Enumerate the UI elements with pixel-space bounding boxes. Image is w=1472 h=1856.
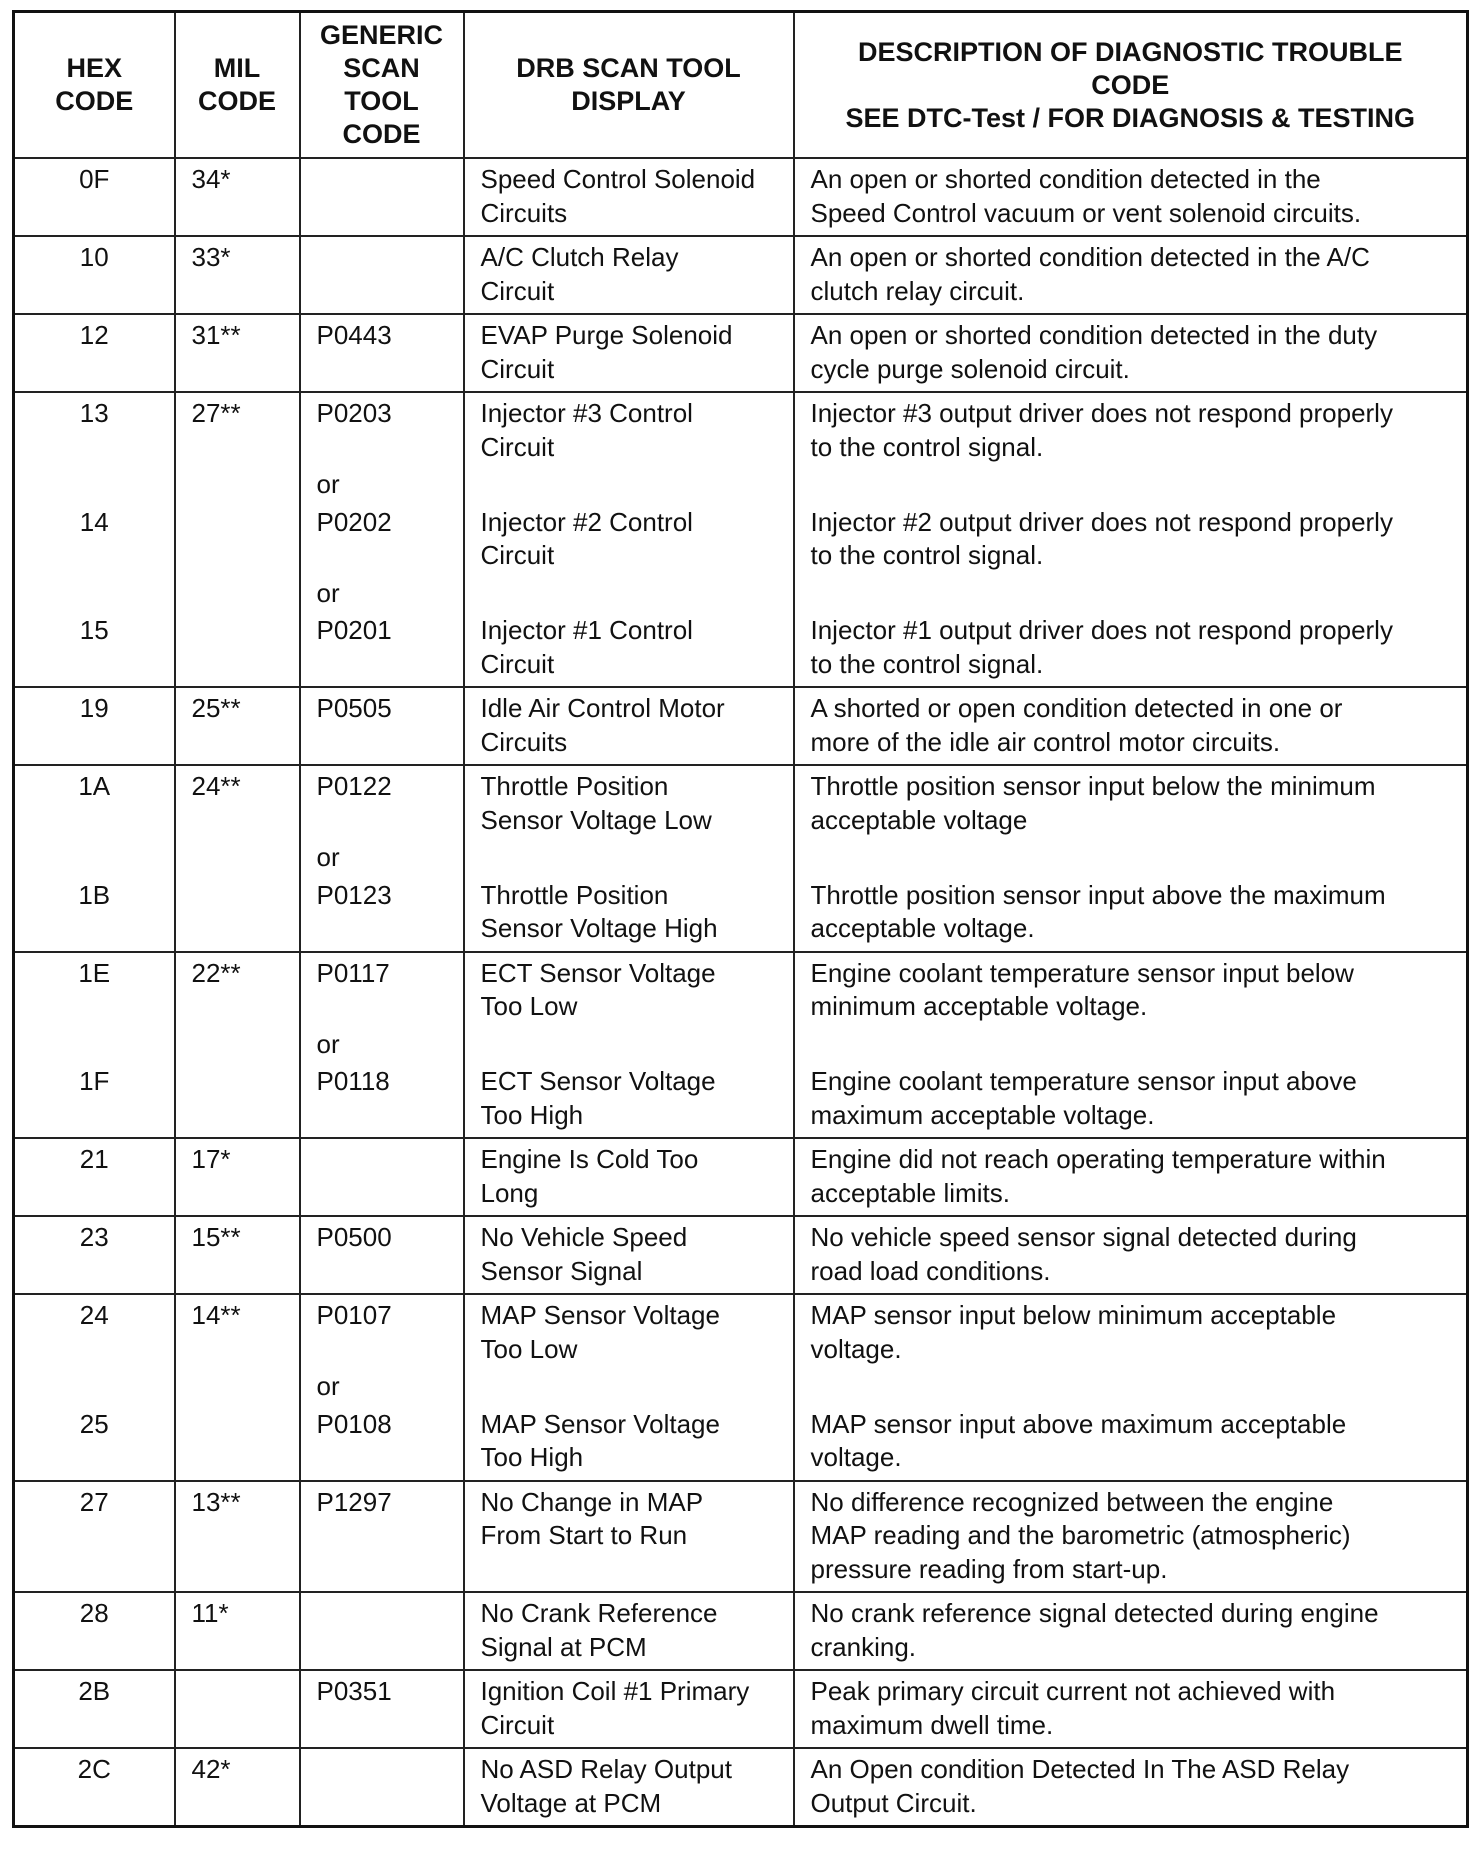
spacer bbox=[317, 539, 453, 573]
description-cell bbox=[794, 1138, 1468, 1216]
mil-code: 15** bbox=[191, 1222, 241, 1252]
spacer bbox=[19, 1631, 170, 1665]
drb-display-line: Circuit bbox=[480, 353, 555, 384]
header-row bbox=[14, 12, 1468, 159]
drb-display-cell bbox=[464, 314, 794, 392]
description-line: Engine coolant temperature sensor input below bbox=[810, 957, 1354, 988]
description-line: road load conditions. bbox=[810, 1255, 1051, 1286]
or-separator: or bbox=[316, 1028, 340, 1059]
spacer bbox=[19, 912, 170, 946]
description-line: to the control signal. bbox=[810, 540, 1044, 570]
generic-code-cell bbox=[300, 158, 464, 236]
header-mil-code: MIL CODE bbox=[175, 12, 300, 159]
mil-code bbox=[192, 1675, 289, 1709]
drb-display-cell bbox=[464, 1670, 794, 1748]
description-line: to the control signal. bbox=[810, 648, 1044, 679]
mil-code: 31** bbox=[191, 320, 241, 350]
hex-code: 2B bbox=[78, 1676, 111, 1706]
drb-display-line: Too Low bbox=[480, 991, 578, 1021]
drb-display-line: Circuit bbox=[480, 275, 555, 306]
mil-code: 17* bbox=[191, 1144, 231, 1174]
spacer bbox=[19, 990, 170, 1024]
mil-code-cell bbox=[175, 765, 300, 952]
drb-display-line: ECT Sensor Voltage bbox=[480, 957, 716, 988]
table-row bbox=[14, 158, 1468, 236]
hex-code-cell bbox=[14, 314, 175, 392]
hex-code-cell bbox=[14, 1748, 175, 1827]
drb-display-line: No Change in MAP bbox=[480, 1486, 704, 1517]
hex-code: 23 bbox=[79, 1222, 109, 1252]
generic-code: P0201 bbox=[316, 615, 392, 645]
drb-display-line: No Vehicle Speed bbox=[480, 1222, 688, 1252]
table-row bbox=[14, 1138, 1468, 1216]
hex-code: 0F bbox=[79, 164, 110, 194]
header-drb-scan-tool-display: DRB SCAN TOOL DISPLAY bbox=[464, 12, 794, 159]
drb-display-line: Circuit bbox=[480, 540, 555, 570]
hex-code-cell bbox=[14, 765, 175, 952]
mil-code-cell bbox=[175, 158, 300, 236]
drb-display-line: No Crank Reference bbox=[480, 1598, 718, 1628]
spacer bbox=[19, 353, 170, 387]
description-line: maximum acceptable voltage. bbox=[810, 1099, 1155, 1130]
drb-display-line: Too High bbox=[480, 1442, 584, 1472]
spacer bbox=[811, 464, 1457, 506]
mil-code-cell bbox=[175, 392, 300, 687]
spacer bbox=[317, 726, 453, 760]
spacer bbox=[19, 1366, 170, 1408]
mil-code-cell bbox=[175, 952, 300, 1139]
mil-code: 24** bbox=[191, 771, 241, 801]
mil-code: 13** bbox=[191, 1486, 241, 1517]
hex-code-cell bbox=[14, 687, 175, 765]
drb-display-cell bbox=[464, 392, 794, 687]
spacer bbox=[19, 197, 170, 231]
drb-display-line: ECT Sensor Voltage bbox=[480, 1066, 716, 1096]
description-line: more of the idle air control motor circuits. bbox=[810, 726, 1281, 757]
mil-code: 11* bbox=[191, 1598, 229, 1628]
spacer bbox=[19, 648, 170, 682]
drb-display-cell bbox=[464, 1294, 794, 1481]
drb-display-line: Throttle Position bbox=[480, 771, 669, 801]
drb-display-line: A/C Clutch Relay bbox=[480, 242, 679, 272]
hex-code-cell bbox=[14, 1592, 175, 1670]
description-cell bbox=[794, 1592, 1468, 1670]
dtc-table bbox=[12, 10, 1469, 1828]
spacer bbox=[317, 1177, 453, 1211]
spacer bbox=[317, 912, 453, 946]
hex-code: 27 bbox=[79, 1486, 109, 1517]
drb-display-line: Engine Is Cold Too bbox=[480, 1144, 699, 1174]
table-row bbox=[14, 1294, 1468, 1481]
drb-display-line: Throttle Position bbox=[480, 879, 669, 910]
hex-code: 28 bbox=[79, 1598, 109, 1628]
description-line: to the control signal. bbox=[810, 431, 1044, 462]
generic-code-cell bbox=[300, 765, 464, 952]
hex-code: 21 bbox=[79, 1144, 109, 1174]
generic-code: P0117 bbox=[316, 957, 390, 988]
table-row bbox=[14, 392, 1468, 687]
spacer bbox=[317, 1099, 453, 1133]
table-row bbox=[14, 765, 1468, 952]
mil-code-cell bbox=[175, 1216, 300, 1294]
generic-code: P0203 bbox=[316, 398, 392, 428]
drb-display-line: Idle Air Control Motor bbox=[480, 693, 725, 723]
mil-code-cell bbox=[175, 236, 300, 314]
hex-code: 12 bbox=[79, 320, 109, 350]
generic-code-cell bbox=[300, 1481, 464, 1593]
spacer bbox=[811, 1024, 1457, 1066]
generic-code: P0118 bbox=[316, 1066, 390, 1096]
hex-code: 1B bbox=[78, 879, 111, 910]
drb-display-line: Injector #3 Control bbox=[480, 398, 693, 428]
drb-display-line: Sensor Voltage High bbox=[480, 913, 718, 943]
description-line: An open or shorted condition detected in the A/C bbox=[810, 242, 1370, 272]
spacer bbox=[317, 1441, 453, 1475]
drb-display-cell bbox=[464, 236, 794, 314]
hex-code-cell bbox=[14, 952, 175, 1139]
hex-code-cell bbox=[14, 1138, 175, 1216]
drb-display-line: Ignition Coil #1 Primary bbox=[480, 1676, 750, 1706]
mil-code-cell bbox=[175, 1138, 300, 1216]
or-separator: or bbox=[316, 1371, 340, 1401]
generic-code: P0202 bbox=[316, 506, 392, 537]
spacer bbox=[811, 573, 1457, 615]
description-line: Injector #1 output driver does not respond properly bbox=[810, 615, 1393, 645]
drb-display-line: MAP Sensor Voltage bbox=[480, 1300, 720, 1330]
generic-code-cell bbox=[300, 1748, 464, 1827]
generic-code: P0108 bbox=[316, 1408, 392, 1439]
drb-display-cell bbox=[464, 1592, 794, 1670]
description-line: Peak primary circuit current not achieved with bbox=[810, 1676, 1336, 1706]
spacer bbox=[811, 837, 1457, 879]
description-line: pressure reading from start-up. bbox=[810, 1553, 1168, 1584]
or-separator: or bbox=[316, 469, 340, 499]
spacer bbox=[19, 804, 170, 838]
or-separator: or bbox=[316, 577, 340, 608]
drb-display-line: Circuit bbox=[480, 648, 555, 679]
spacer bbox=[19, 837, 170, 879]
description-line: Output Circuit. bbox=[810, 1787, 977, 1818]
hex-code: 13 bbox=[79, 398, 109, 428]
description-cell bbox=[794, 1748, 1468, 1827]
description-cell bbox=[794, 1294, 1468, 1481]
generic-code-cell bbox=[300, 236, 464, 314]
mil-code: 25** bbox=[191, 693, 241, 723]
spacer bbox=[19, 1099, 170, 1133]
generic-code: P0443 bbox=[316, 320, 392, 350]
mil-code-cell bbox=[175, 1481, 300, 1593]
spacer bbox=[19, 1441, 170, 1475]
mil-code: 14** bbox=[191, 1300, 241, 1330]
drb-display-line: MAP Sensor Voltage bbox=[480, 1408, 720, 1439]
generic-code-cell bbox=[300, 314, 464, 392]
spacer bbox=[19, 726, 170, 760]
description-line: maximum dwell time. bbox=[810, 1709, 1054, 1740]
header-description: DESCRIPTION OF DIAGNOSTIC TROUBLE CODE SEE DTC-Test / FOR DIAGNOSIS & TESTING bbox=[794, 12, 1468, 159]
hex-code-cell bbox=[14, 1670, 175, 1748]
generic-code-cell bbox=[300, 1138, 464, 1216]
description-line: MAP reading and the barometric (atmospheric) bbox=[810, 1520, 1351, 1550]
generic-code: P0351 bbox=[316, 1676, 392, 1706]
hex-code-cell bbox=[14, 158, 175, 236]
hex-code-cell bbox=[14, 1481, 175, 1593]
drb-display-line: Injector #2 Control bbox=[480, 506, 693, 537]
drb-display-line: Circuits bbox=[480, 197, 568, 228]
generic-code: P0107 bbox=[316, 1300, 392, 1330]
drb-display-line: Too High bbox=[480, 1099, 584, 1130]
hex-code: 15 bbox=[79, 615, 109, 645]
generic-code-cell bbox=[300, 952, 464, 1139]
drb-display-line: Circuit bbox=[480, 431, 555, 462]
table-row bbox=[14, 1670, 1468, 1748]
description-line: acceptable voltage. bbox=[810, 913, 1035, 943]
drb-display-line: Circuit bbox=[480, 1709, 555, 1740]
mil-code: 42* bbox=[191, 1754, 231, 1784]
spacer bbox=[19, 1709, 170, 1743]
spacer bbox=[317, 275, 453, 309]
spacer bbox=[19, 1024, 170, 1066]
generic-code bbox=[317, 163, 453, 197]
table-row bbox=[14, 1748, 1468, 1827]
mil-code: 27** bbox=[191, 398, 241, 428]
hex-code: 2C bbox=[77, 1754, 111, 1784]
spacer bbox=[19, 573, 170, 615]
spacer bbox=[481, 464, 783, 506]
spacer bbox=[19, 275, 170, 309]
description-line: Engine did not reach operating temperature within bbox=[810, 1144, 1386, 1174]
description-line: No crank reference signal detected during engine bbox=[810, 1598, 1379, 1628]
generic-code: P0123 bbox=[316, 879, 392, 910]
hex-code: 1A bbox=[78, 771, 111, 801]
description-line: Injector #2 output driver does not respond properly bbox=[810, 506, 1393, 537]
mil-code-cell bbox=[175, 1294, 300, 1481]
drb-display-line: Voltage at PCM bbox=[480, 1787, 662, 1818]
description-line: cranking. bbox=[810, 1631, 916, 1662]
hex-code: 25 bbox=[79, 1408, 109, 1439]
hex-code: 24 bbox=[79, 1300, 109, 1330]
description-line: acceptable voltage bbox=[810, 804, 1028, 835]
spacer bbox=[317, 1255, 453, 1289]
spacer bbox=[317, 804, 453, 838]
hex-code: 1E bbox=[78, 957, 111, 988]
drb-display-cell bbox=[464, 952, 794, 1139]
generic-code bbox=[317, 1597, 453, 1631]
mil-code-cell bbox=[175, 1748, 300, 1827]
spacer bbox=[317, 1333, 453, 1367]
spacer bbox=[317, 990, 453, 1024]
spacer bbox=[317, 1519, 453, 1553]
drb-display-cell bbox=[464, 765, 794, 952]
description-cell bbox=[794, 1481, 1468, 1593]
drb-display-cell bbox=[464, 158, 794, 236]
description-line: An open or shorted condition detected in the duty bbox=[810, 320, 1378, 350]
hex-code-cell bbox=[14, 1294, 175, 1481]
hex-code: 19 bbox=[79, 693, 109, 723]
generic-code-cell bbox=[300, 392, 464, 687]
generic-code-cell bbox=[300, 1294, 464, 1481]
description-line: clutch relay circuit. bbox=[810, 275, 1025, 306]
hex-code: 1F bbox=[79, 1066, 110, 1096]
table-row bbox=[14, 952, 1468, 1139]
hex-code: 14 bbox=[79, 506, 109, 537]
generic-code: P0505 bbox=[316, 693, 392, 723]
description-line: No vehicle speed sensor signal detected during bbox=[810, 1222, 1357, 1252]
spacer bbox=[317, 1631, 453, 1665]
generic-code bbox=[317, 1753, 453, 1787]
spacer bbox=[19, 431, 170, 465]
header-generic-scan-tool-code: GENERIC SCAN TOOL CODE bbox=[300, 12, 464, 159]
spacer bbox=[19, 464, 170, 506]
table-row bbox=[14, 1592, 1468, 1670]
description-line: MAP sensor input below minimum acceptable bbox=[810, 1300, 1337, 1330]
spacer bbox=[19, 1177, 170, 1211]
description-line: MAP sensor input above maximum acceptable bbox=[810, 1408, 1347, 1439]
table-row bbox=[14, 236, 1468, 314]
mil-code: 33* bbox=[191, 242, 231, 272]
description-cell bbox=[794, 158, 1468, 236]
spacer bbox=[19, 1787, 170, 1821]
drb-display-line: Sensor Signal bbox=[480, 1255, 643, 1286]
generic-code-cell bbox=[300, 1592, 464, 1670]
drb-display-cell bbox=[464, 1216, 794, 1294]
generic-code: P0122 bbox=[316, 771, 392, 801]
spacer bbox=[19, 539, 170, 573]
description-line: Injector #3 output driver does not respond properly bbox=[810, 398, 1393, 428]
description-line: acceptable limits. bbox=[810, 1177, 1010, 1208]
hex-code-cell bbox=[14, 236, 175, 314]
drb-display-line: No ASD Relay Output bbox=[480, 1754, 732, 1784]
description-line: No difference recognized between the engine bbox=[810, 1486, 1334, 1517]
spacer bbox=[481, 573, 783, 615]
description-line: Throttle position sensor input below the minimum bbox=[810, 771, 1376, 801]
spacer bbox=[19, 1333, 170, 1367]
spacer bbox=[317, 197, 453, 231]
description-line: Throttle position sensor input above the maximum bbox=[810, 879, 1386, 910]
spacer bbox=[481, 1366, 783, 1408]
description-cell bbox=[794, 1216, 1468, 1294]
description-line: Speed Control vacuum or vent solenoid circuits. bbox=[810, 197, 1362, 228]
drb-display-line: From Start to Run bbox=[480, 1520, 688, 1550]
description-cell bbox=[794, 236, 1468, 314]
generic-code: P0500 bbox=[316, 1222, 392, 1252]
drb-display-line: Too Low bbox=[480, 1333, 578, 1364]
mil-code-cell bbox=[175, 314, 300, 392]
generic-code-cell bbox=[300, 1670, 464, 1748]
description-cell bbox=[794, 952, 1468, 1139]
generic-code bbox=[317, 1143, 453, 1177]
header-hex-code: HEX CODE bbox=[14, 12, 175, 159]
drb-display-line: Circuits bbox=[480, 726, 568, 757]
description-cell bbox=[794, 314, 1468, 392]
description-line: Engine coolant temperature sensor input above bbox=[810, 1066, 1357, 1096]
spacer bbox=[317, 353, 453, 387]
description-cell bbox=[794, 1670, 1468, 1748]
table-body bbox=[14, 158, 1468, 1827]
spacer bbox=[317, 431, 453, 465]
drb-display-cell bbox=[464, 1481, 794, 1593]
table-row bbox=[14, 314, 1468, 392]
spacer bbox=[19, 1255, 170, 1289]
hex-code: 10 bbox=[79, 242, 109, 272]
description-line: voltage. bbox=[810, 1333, 902, 1364]
generic-code-cell bbox=[300, 1216, 464, 1294]
drb-display-line: Sensor Voltage Low bbox=[480, 804, 712, 835]
spacer bbox=[317, 1709, 453, 1743]
description-cell bbox=[794, 392, 1468, 687]
mil-code: 34* bbox=[191, 164, 231, 194]
mil-code: 22** bbox=[191, 957, 241, 988]
description-line: voltage. bbox=[810, 1442, 902, 1472]
drb-display-cell bbox=[464, 1748, 794, 1827]
generic-code: P1297 bbox=[316, 1486, 392, 1517]
spacer bbox=[19, 1519, 170, 1553]
drb-display-cell bbox=[464, 687, 794, 765]
description-cell bbox=[794, 687, 1468, 765]
generic-code bbox=[317, 241, 453, 275]
table-row bbox=[14, 1481, 1468, 1593]
description-line: An open or shorted condition detected in the bbox=[810, 164, 1321, 194]
mil-code-cell bbox=[175, 687, 300, 765]
mil-code-cell bbox=[175, 1592, 300, 1670]
or-separator: or bbox=[316, 842, 340, 872]
drb-display-line: Speed Control Solenoid bbox=[480, 164, 756, 194]
dtc-page bbox=[12, 10, 1466, 1828]
drb-display-line: EVAP Purge Solenoid bbox=[480, 320, 733, 350]
drb-display-line: Injector #1 Control bbox=[480, 615, 693, 645]
hex-code-cell bbox=[14, 392, 175, 687]
description-line: minimum acceptable voltage. bbox=[810, 991, 1148, 1021]
description-cell bbox=[794, 765, 1468, 952]
description-line: A shorted or open condition detected in one or bbox=[810, 693, 1343, 723]
spacer bbox=[317, 1787, 453, 1821]
spacer bbox=[811, 1366, 1457, 1408]
table-row bbox=[14, 687, 1468, 765]
spacer bbox=[317, 648, 453, 682]
spacer bbox=[481, 837, 783, 879]
drb-display-line: Signal at PCM bbox=[480, 1631, 647, 1662]
drb-display-line: Long bbox=[480, 1177, 539, 1208]
hex-code-cell bbox=[14, 1216, 175, 1294]
description-line: An Open condition Detected In The ASD Relay bbox=[810, 1754, 1350, 1784]
spacer bbox=[481, 1024, 783, 1066]
generic-code-cell bbox=[300, 687, 464, 765]
mil-code-cell bbox=[175, 1670, 300, 1748]
description-line: cycle purge solenoid circuit. bbox=[810, 353, 1130, 384]
drb-display-cell bbox=[464, 1138, 794, 1216]
table-row bbox=[14, 1216, 1468, 1294]
